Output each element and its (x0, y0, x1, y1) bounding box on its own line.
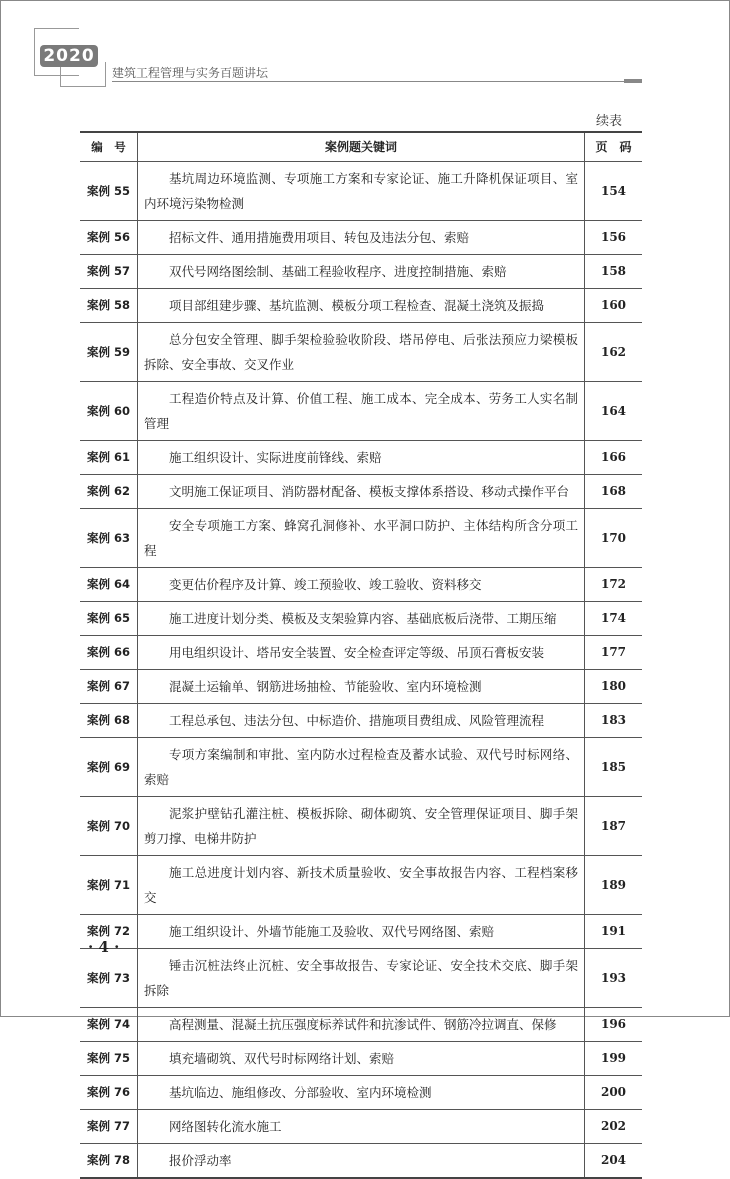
page-number-cell: 202 (585, 1109, 643, 1143)
table-row (80, 288, 642, 322)
table-row (80, 703, 642, 737)
case-keywords: 锤击沉桩法终止沉桩、安全事故报告、专家论证、安全技术交底、脚手架拆除 (138, 948, 585, 1007)
case-number: 案例 77 (80, 1109, 138, 1143)
case-keywords: 总分包安全管理、脚手架检验验收阶段、塔吊停电、后张法预应力梁模板拆除、安全事故、交叉作业 (138, 322, 585, 381)
table-row (80, 220, 642, 254)
page-number-cell: 191 (585, 914, 643, 948)
case-keywords: 高程测量、混凝土抗压强度标养试件和抗渗试件、钢筋冷拉调直、保修 (138, 1007, 585, 1041)
table-row (80, 1143, 642, 1178)
page-number-cell: 172 (585, 567, 643, 601)
page-number-cell: 158 (585, 254, 643, 288)
table-row (80, 474, 642, 508)
page-number-cell: 199 (585, 1041, 643, 1075)
table-row (80, 381, 642, 440)
page-number-cell: 183 (585, 703, 643, 737)
case-number: 案例 62 (80, 474, 138, 508)
case-number: 案例 78 (80, 1143, 138, 1178)
case-number: 案例 68 (80, 703, 138, 737)
case-keywords: 泥浆护壁钻孔灌注桩、模板拆除、砌体砌筑、安全管理保证项目、脚手架剪刀撑、电梯井防护 (138, 796, 585, 855)
case-number: 案例 74 (80, 1007, 138, 1041)
page-number: · 4 · (88, 938, 120, 956)
table-row (80, 567, 642, 601)
table-row (80, 1109, 642, 1143)
table-row (80, 161, 642, 220)
page-number-cell: 187 (585, 796, 643, 855)
year-badge: 2020 (40, 45, 98, 67)
case-keywords: 专项方案编制和审批、室内防水过程检查及蓄水试验、双代号时标网络、索赔 (138, 737, 585, 796)
case-number: 案例 55 (80, 161, 138, 220)
table-header-row (80, 132, 642, 161)
case-keywords: 施工组织设计、实际进度前锋线、索赔 (138, 440, 585, 474)
table-row (80, 1041, 642, 1075)
table-row (80, 796, 642, 855)
page-number-cell: 193 (585, 948, 643, 1007)
page-number-cell: 196 (585, 1007, 643, 1041)
case-number: 案例 75 (80, 1041, 138, 1075)
table-row (80, 601, 642, 635)
case-keywords: 用电组织设计、塔吊安全装置、安全检查评定等级、吊顶石膏板安装 (138, 635, 585, 669)
page-number-cell: 200 (585, 1075, 643, 1109)
case-keywords: 基坑周边环境监测、专项施工方案和专家论证、施工升降机保证项目、室内环境污染物检测 (138, 161, 585, 220)
case-keywords: 安全专项施工方案、蜂窝孔洞修补、水平洞口防护、主体结构所含分项工程 (138, 508, 585, 567)
case-keywords: 文明施工保证项目、消防器材配备、模板支撑体系搭设、移动式操作平台 (138, 474, 585, 508)
table-row (80, 855, 642, 914)
table-row (80, 440, 642, 474)
page-number-cell: 160 (585, 288, 643, 322)
column-header-page: 页 码 (585, 132, 643, 161)
case-keywords: 施工进度计划分类、模板及支架验算内容、基础底板后浇带、工期压缩 (138, 601, 585, 635)
page-number-cell: 168 (585, 474, 643, 508)
case-keywords: 网络图转化流水施工 (138, 1109, 585, 1143)
case-keywords: 施工组织设计、外墙节能施工及验收、双代号网络图、索赔 (138, 914, 585, 948)
page-number-cell: 204 (585, 1143, 643, 1178)
table-row (80, 508, 642, 567)
table-row (80, 669, 642, 703)
case-number: 案例 63 (80, 508, 138, 567)
column-header-keywords: 案例题关键词 (138, 132, 585, 161)
page-number-cell: 162 (585, 322, 643, 381)
page-number-cell: 154 (585, 161, 643, 220)
table-row (80, 1007, 642, 1041)
case-number: 案例 66 (80, 635, 138, 669)
page-number-cell: 177 (585, 635, 643, 669)
case-keywords: 报价浮动率 (138, 1143, 585, 1178)
case-number: 案例 60 (80, 381, 138, 440)
case-number: 案例 64 (80, 567, 138, 601)
book-title: 建筑工程管理与实务百题讲坛 (112, 66, 269, 80)
header-marker (624, 79, 642, 83)
page-number-cell: 166 (585, 440, 643, 474)
column-header-number: 编 号 (80, 132, 138, 161)
table-row (80, 254, 642, 288)
case-number: 案例 58 (80, 288, 138, 322)
case-keywords: 混凝土运输单、钢筋进场抽检、节能验收、室内环境检测 (138, 669, 585, 703)
case-number: 案例 56 (80, 220, 138, 254)
case-keywords: 工程造价特点及计算、价值工程、施工成本、完全成本、劳务工人实名制管理 (138, 381, 585, 440)
page-number-cell: 156 (585, 220, 643, 254)
case-number: 案例 72 (80, 914, 138, 948)
page-number-cell: 185 (585, 737, 643, 796)
table-row (80, 1075, 642, 1109)
page-number-cell: 174 (585, 601, 643, 635)
case-number: 案例 73 (80, 948, 138, 1007)
case-keywords: 双代号网络图绘制、基础工程验收程序、进度控制措施、索赔 (138, 254, 585, 288)
case-number: 案例 69 (80, 737, 138, 796)
case-keywords: 招标文件、通用措施费用项目、转包及违法分包、索赔 (138, 220, 585, 254)
case-number: 案例 61 (80, 440, 138, 474)
table-row (80, 322, 642, 381)
case-keyword-table (80, 131, 642, 1179)
case-keywords: 基坑临边、施组修改、分部验收、室内环境检测 (138, 1075, 585, 1109)
case-number: 案例 59 (80, 322, 138, 381)
case-keywords: 工程总承包、违法分包、中标造价、措施项目费组成、风险管理流程 (138, 703, 585, 737)
case-number: 案例 76 (80, 1075, 138, 1109)
page-number-cell: 189 (585, 855, 643, 914)
case-number: 案例 65 (80, 601, 138, 635)
case-keywords: 项目部组建步骤、基坑监测、模板分项工程检查、混凝土浇筑及振捣 (138, 288, 585, 322)
case-keywords: 填充墙砌筑、双代号时标网络计划、索赔 (138, 1041, 585, 1075)
continued-label: 续表 (596, 114, 623, 129)
case-keywords: 变更估价程序及计算、竣工预验收、竣工验收、资料移交 (138, 567, 585, 601)
case-number: 案例 70 (80, 796, 138, 855)
page-number-cell: 164 (585, 381, 643, 440)
table-row (80, 914, 642, 948)
page-number-cell: 170 (585, 508, 643, 567)
header-rule (112, 81, 642, 82)
case-keywords: 施工总进度计划内容、新技术质量验收、安全事故报告内容、工程档案移交 (138, 855, 585, 914)
page-number-cell: 180 (585, 669, 643, 703)
table-row (80, 737, 642, 796)
table-row (80, 948, 642, 1007)
table-row (80, 635, 642, 669)
case-number: 案例 67 (80, 669, 138, 703)
case-number: 案例 57 (80, 254, 138, 288)
case-number: 案例 71 (80, 855, 138, 914)
